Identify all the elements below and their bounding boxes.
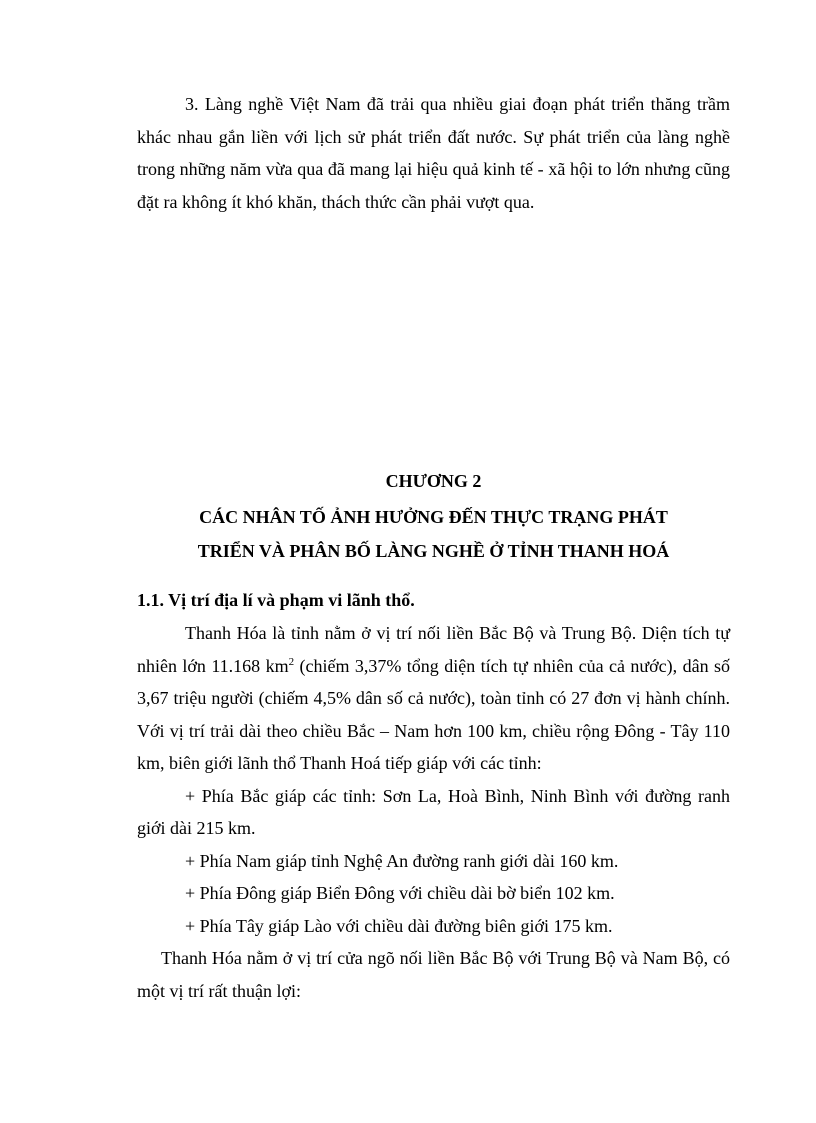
border-south-item: + Phía Nam giáp tỉnh Nghệ An đường ranh giới dài 160 km. [185,850,619,871]
chapter-number: CHƯƠNG 2 [385,471,482,491]
chapter-title [137,500,730,568]
border-west-item: + Phía Tây giáp Lào với chiều dài đường biên giới 175 km. [185,915,613,936]
closing-paragraph: Thanh Hóa nằm ở vị trí cửa ngõ nối liền Bắc Bộ với Trung Bộ và Nam Bộ, có một vị trí rất thuận lợi: [137,948,730,1001]
location-paragraph [137,617,730,780]
chapter-title-line-1: CÁC NHÂN TỐ ẢNH HƯỞNG ĐẾN THỰC TRẠNG PHÁT [199,507,668,527]
border-north-item: + Phía Bắc giáp các tỉnh: Sơn La, Hoà Bình, Ninh Bình với đường ranh giới dài 215 km. [137,785,730,838]
section-body [137,617,730,1007]
intro-paragraph: 3. Làng nghề Việt Nam đã trải qua nhiều giai đoạn phát triển thăng trầm khác nhau gắn liền với lịch sử phát triển đất nước. Sự phát triển của làng nghề trong những năm vừa qua đã mang lại hiệu quả kinh tế - xã hội to lớn nhưng cũng đặt ra không ít khó khăn, thách thức cần phải vượt qua. [137,94,730,212]
border-east-item: + Phía Đông giáp Biển Đông với chiều dài bờ biển 102 km. [185,883,615,903]
section-heading: 1.1. Vị trí địa lí và phạm vi lãnh thổ. [137,590,415,610]
location-text-part-2: (chiếm 3,37% tổng diện tích tự nhiên của cả nước), dân số 3,67 triệu người (chiếm 4,5% dân số cả nước), toàn tỉnh có 27 đơn vị hành chính. Với vị trí trải dài theo chiều Bắc – Nam hơn 100 km, chiều rộng Đông - Tây 110 km, biên giới lãnh thổ Thanh Hoá tiếp giáp với các tỉnh: [137,655,730,773]
area-unit-superscript: 2 [288,655,295,668]
location-text-part-1: Thanh Hóa là tỉnh nằm ở vị trí nối liền Bắc Bộ và Trung Bộ. Diện tích tự nhiên lớn 11.168 km [137,623,730,676]
chapter-title-line-2: TRIỂN VÀ PHÂN BỐ LÀNG NGHỀ Ở TỈNH THANH HOÁ [197,541,670,561]
